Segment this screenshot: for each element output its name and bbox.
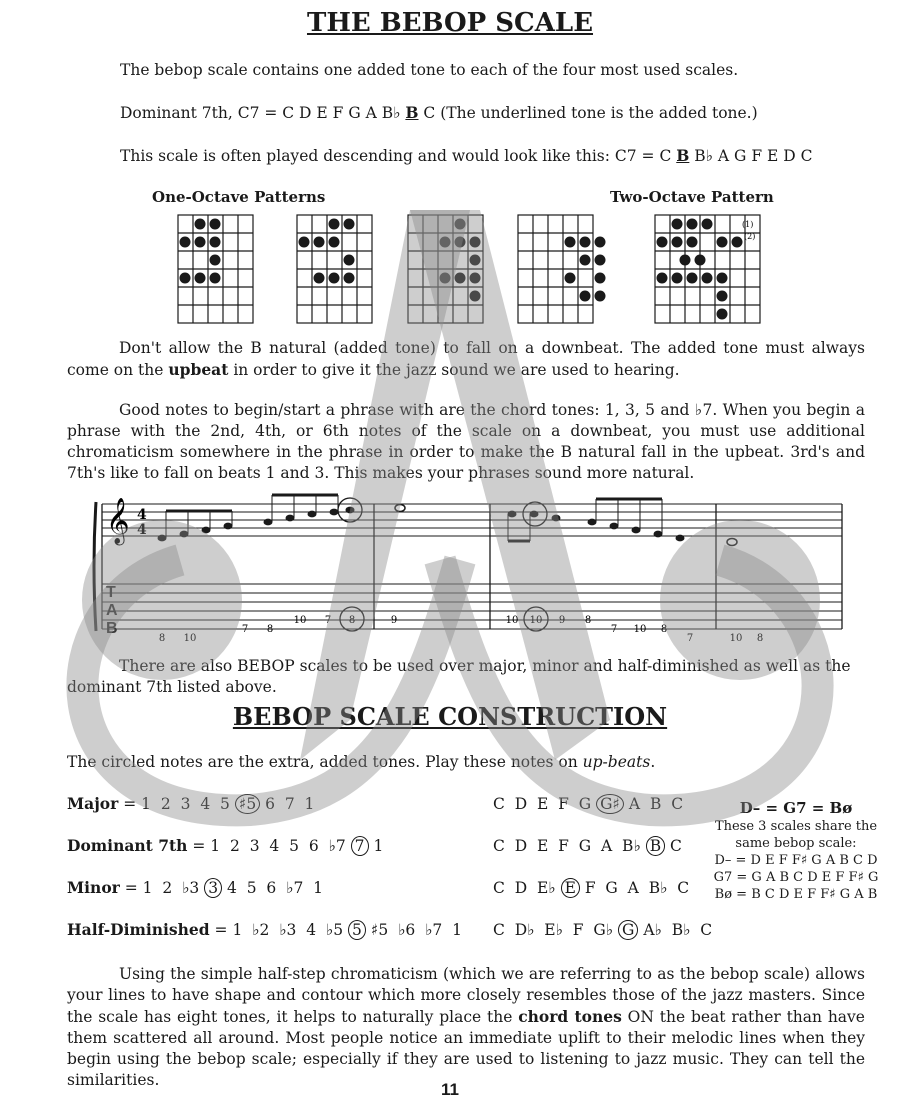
added-tone: B	[405, 103, 419, 122]
scale-notes-dominant: C D E F G A B♭ B C	[493, 837, 682, 855]
tab-number: 7	[241, 624, 249, 635]
scale-notes-minor: C D E♭ E F G A B♭ C	[493, 879, 690, 897]
descending-scale-line: This scale is often played descending and would look like this: C7 = C B B♭ A G F E D C	[120, 146, 813, 165]
construction-title: BEBOP SCALE CONSTRUCTION	[232, 702, 668, 731]
tab-number: 9	[390, 615, 398, 626]
beams	[166, 495, 662, 541]
paragraph-other-scales: There are also BEBOP scales to be used over major, minor and half-diminished as well as the dominant 7th listed above.	[67, 657, 851, 696]
whole-note	[395, 505, 405, 512]
one-octave-label: One-Octave Patterns	[152, 188, 326, 206]
page-title: THE BEBOP SCALE	[306, 8, 594, 38]
music-notation	[0, 488, 900, 648]
circled-note-instruction: The circled notes are the extra, added tones. Play these notes on up-beats.	[67, 753, 656, 771]
tab-letter-b: B	[106, 620, 118, 637]
sidebar-scale: G7 = G A B C D E F F♯ G	[713, 870, 879, 885]
tab-number: 10	[505, 615, 519, 626]
added-tone-degree: 7	[351, 836, 369, 856]
system-bracket	[94, 502, 96, 631]
fretboard-diagrams	[0, 205, 900, 330]
scale-notes-half-diminished: C D♭ E♭ F G♭ G A♭ B♭ C	[493, 921, 713, 939]
treble-clef: 𝄞	[106, 498, 130, 544]
time-sig-bottom: 4	[137, 522, 147, 538]
whole-note	[727, 539, 737, 546]
paragraph-chord-tones: Good notes to begin/start a phrase with are the chord tones: 1, 3, 5 and ♭7. When you begin a phrase with the 2nd, 4th, or 6th notes of the scale on a downbeat, you must use additional chromaticism somewhere in the phrase in order to make the B natural fall in the upbeat. 3rd's and 7th's like to fall on beats 1 and 3. This makes your phrases sound more natural.	[67, 401, 865, 482]
stems	[166, 495, 662, 541]
tab-lines	[102, 584, 842, 629]
tab-letter-t: T	[106, 584, 116, 601]
added-tone-note: B	[646, 836, 665, 856]
page-number: 11	[441, 1080, 459, 1099]
tab-letter-a: A	[106, 602, 118, 619]
added-tone-degree: 5	[348, 920, 366, 940]
tab-number: 9	[558, 615, 566, 626]
tab-number: 10	[529, 615, 543, 626]
sidebar-line: same bebop scale:	[735, 836, 857, 851]
shared-scale-sidebar	[706, 798, 886, 903]
scale-row-major: Major = 1 2 3 4 5 ♯5 6 7 1	[67, 794, 315, 813]
dominant-scale-line: Dominant 7th, C7 = C D E F G A B♭ B C (The underlined tone is the added tone.)	[120, 103, 758, 122]
fretboard-grid-4	[518, 215, 593, 323]
tab-number: 7	[324, 615, 332, 626]
tab-number: 10	[183, 633, 197, 644]
tab-number: 8	[348, 615, 356, 626]
tab-number: 8	[584, 615, 592, 626]
sidebar-line: These 3 scales share the	[714, 819, 878, 834]
tab-number: 8	[266, 624, 274, 635]
tab-number: 10	[293, 615, 307, 626]
two-octave-label: Two-Octave Pattern	[610, 188, 774, 206]
fretboard-grid-1	[178, 215, 253, 323]
staff-lines	[102, 504, 842, 536]
fretboard-grid-3	[408, 215, 483, 323]
added-tone-note: G	[618, 920, 638, 940]
added-tone-degree: 3	[204, 878, 222, 898]
footnote-2: (2)	[744, 232, 756, 241]
tab-number: 8	[660, 624, 668, 635]
added-tone-note: G♯	[596, 794, 624, 814]
scale-row-dominant: Dominant 7th = 1 2 3 4 5 6 ♭7 7 1	[67, 836, 384, 855]
tab-number: 10	[633, 624, 647, 635]
added-tone-note: E	[561, 878, 580, 898]
scale-notes-major: C D E F G G♯ A B C	[493, 795, 684, 813]
tab-number: 8	[158, 633, 166, 644]
footnote-1: (1)	[742, 220, 754, 229]
sidebar-scale: D– = D E F F♯ G A B C D	[714, 853, 878, 868]
added-tone-degree: ♯5	[235, 794, 260, 814]
intro-text: The bebop scale contains one added tone to each of the four most used scales.	[120, 61, 739, 79]
added-tone: B	[676, 146, 690, 165]
tab-number: 10	[729, 633, 743, 644]
tab-number: 7	[610, 624, 618, 635]
fretboard-grid-2	[297, 215, 372, 323]
tab-number: 8	[756, 633, 764, 644]
sidebar-equation: D– = G7 = Bø	[739, 799, 853, 817]
tab-number: 7	[686, 633, 694, 644]
paragraph-upbeat: Don't allow the B natural (added tone) to fall on a downbeat. The added tone must always come on the upbeat in order to give it the jazz sound we are used to hearing.	[67, 339, 865, 379]
scale-row-half-diminished: Half-Diminished = 1 ♭2 ♭3 4 ♭5 5 ♯5 ♭6 ♭7 1	[67, 920, 462, 939]
time-sig-top: 4	[137, 507, 147, 523]
scale-row-minor: Minor = 1 2 ♭3 3 4 5 6 ♭7 1	[67, 878, 324, 897]
barlines	[102, 504, 842, 629]
paragraph-conclusion: Using the simple half-step chromaticism (which we are referring to as the bebop scale) allows your lines to have shape and contour which more closely resembles those of the jazz masters. Since the scale has eight tones, it helps to naturally place the chord tones ON the beat rather than have them scattered all around. Most people notice an immediate uplift to their melodic lines when they begin using the bebop scale; especially if they are used to listening to jazz music. They can tell the similarities.	[67, 965, 865, 1089]
sidebar-scale: Bø = B C D E F F♯ G A B	[714, 887, 878, 902]
